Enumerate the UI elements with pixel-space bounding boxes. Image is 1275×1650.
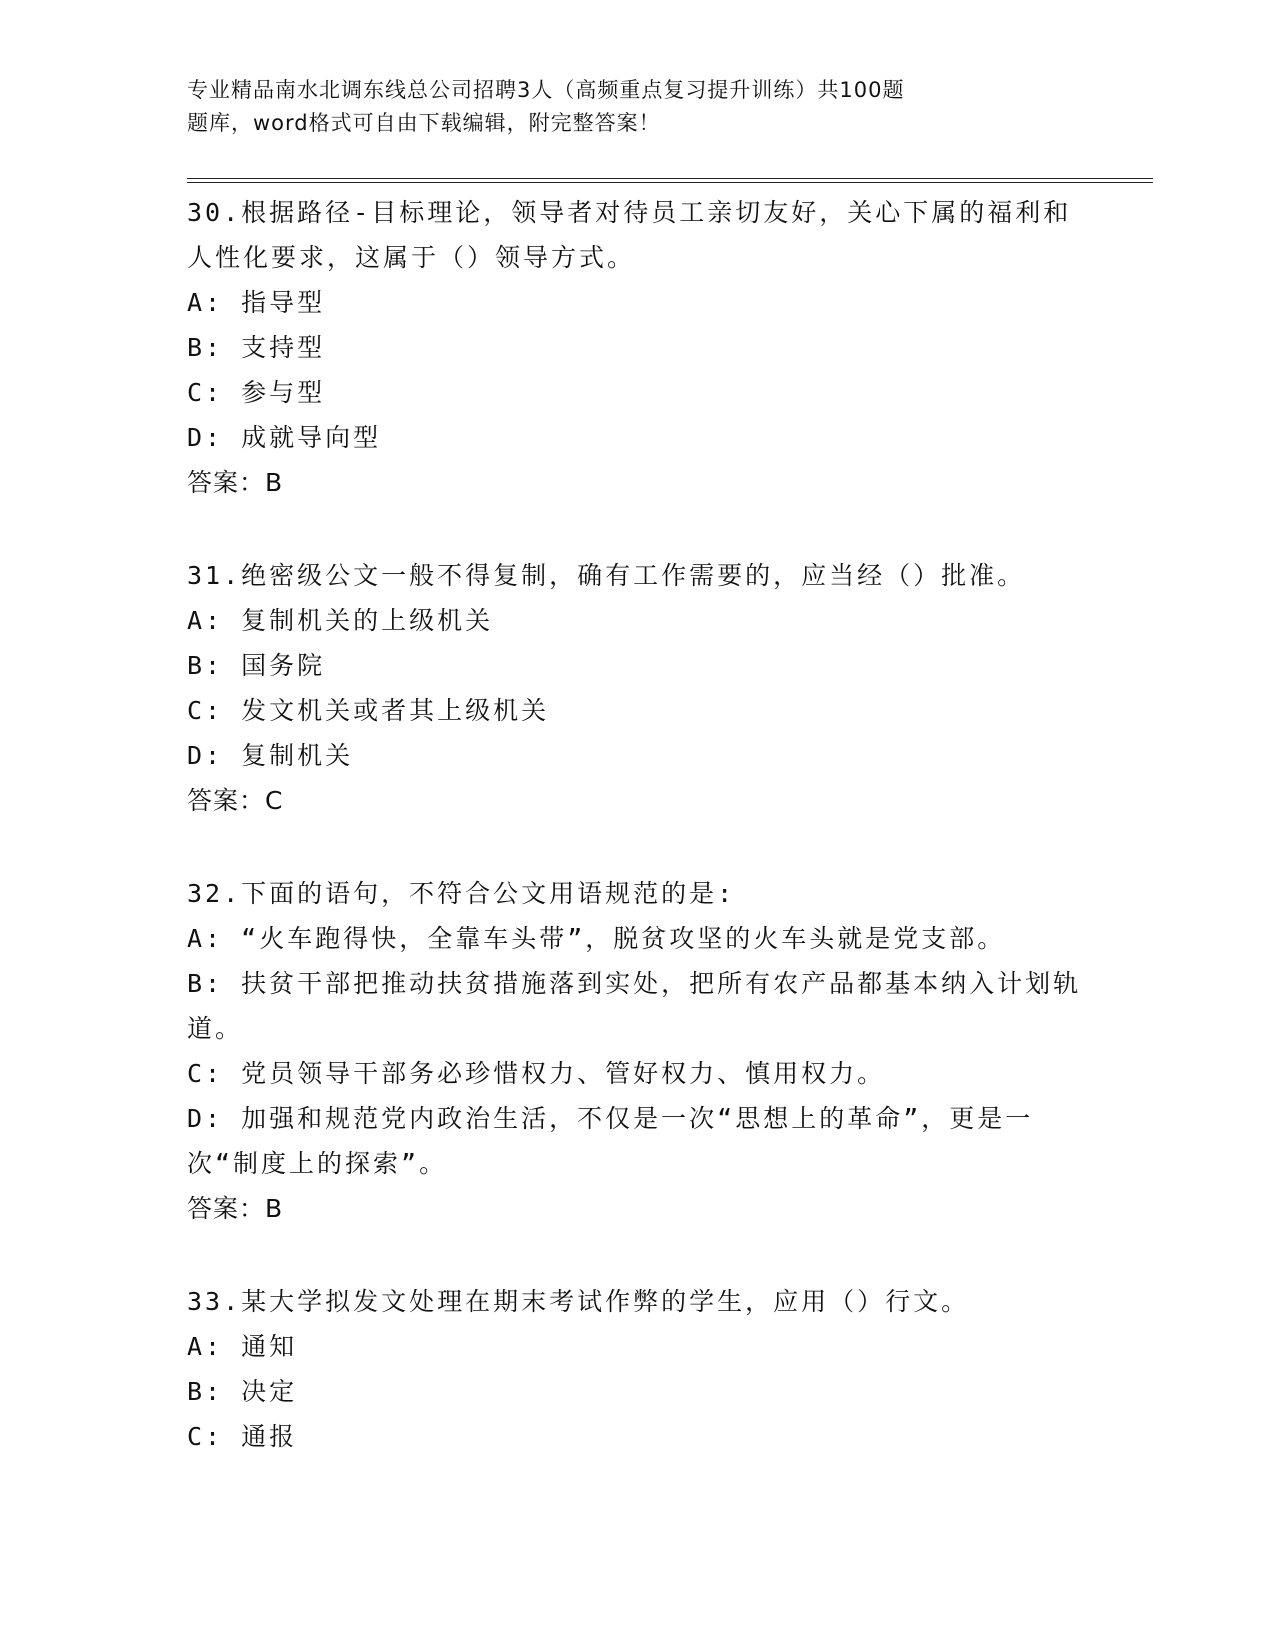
option-b: B: 决定 [187,1377,298,1406]
header-line-2: 题库，word格式可自由下载编辑，附完整答案！ [187,111,661,135]
option-c: C: 党员领导干部务必珍惜权力、管好权力、慎用权力。 [187,1059,886,1088]
question-text: 30.根据路径-目标理论，领导者对待员工亲切友好，关心下属的福利和人性化要求，这属于（）领导方式。 [187,198,1072,272]
option-b: B: 国务院 [187,651,326,680]
header-divider-top [187,178,1153,179]
option-a: A: 复制机关的上级机关 [187,606,494,635]
option-c: C: 通报 [187,1422,298,1451]
option-a: A: “火车跑得快，全靠车头带”，脱贫攻坚的火车头就是党支部。 [187,924,1006,953]
header-line-1: 专业精品南水北调东线总公司招聘3人（高频重点复习提升训练）共100题 [187,78,905,102]
option-a: A: 指导型 [187,288,326,317]
question-30 [187,190,1087,505]
option-b: B: 支持型 [187,333,326,362]
question-31 [187,553,1087,823]
document-header [187,74,1047,140]
option-d: D: 复制机关 [187,741,354,770]
question-text: 33.某大学拟发文处理在期末考试作弊的学生，应用（）行文。 [187,1287,970,1316]
header-divider-bottom [187,182,1153,183]
option-d: D: 成就导向型 [187,423,382,452]
option-a: A: 通知 [187,1332,298,1361]
question-32 [187,871,1087,1231]
option-c: C: 参与型 [187,378,326,407]
option-b: B: 扶贫干部把推动扶贫措施落到实处，把所有农产品都基本纳入计划轨道。 [187,969,1082,1043]
answer: 答案：B [187,468,284,497]
option-d: D: 加强和规范党内政治生活，不仅是一次“思想上的革命”，更是一次“制度上的探索”。 [187,1104,1034,1178]
question-33 [187,1279,1087,1459]
option-c: C: 发文机关或者其上级机关 [187,696,550,725]
answer: 答案：C [187,786,284,815]
question-text: 32.下面的语句，不符合公文用语规范的是: [187,879,736,908]
answer: 答案：B [187,1194,284,1223]
question-text: 31.绝密级公文一般不得复制，确有工作需要的，应当经（）批准。 [187,561,1026,590]
question-list [187,190,1087,1507]
